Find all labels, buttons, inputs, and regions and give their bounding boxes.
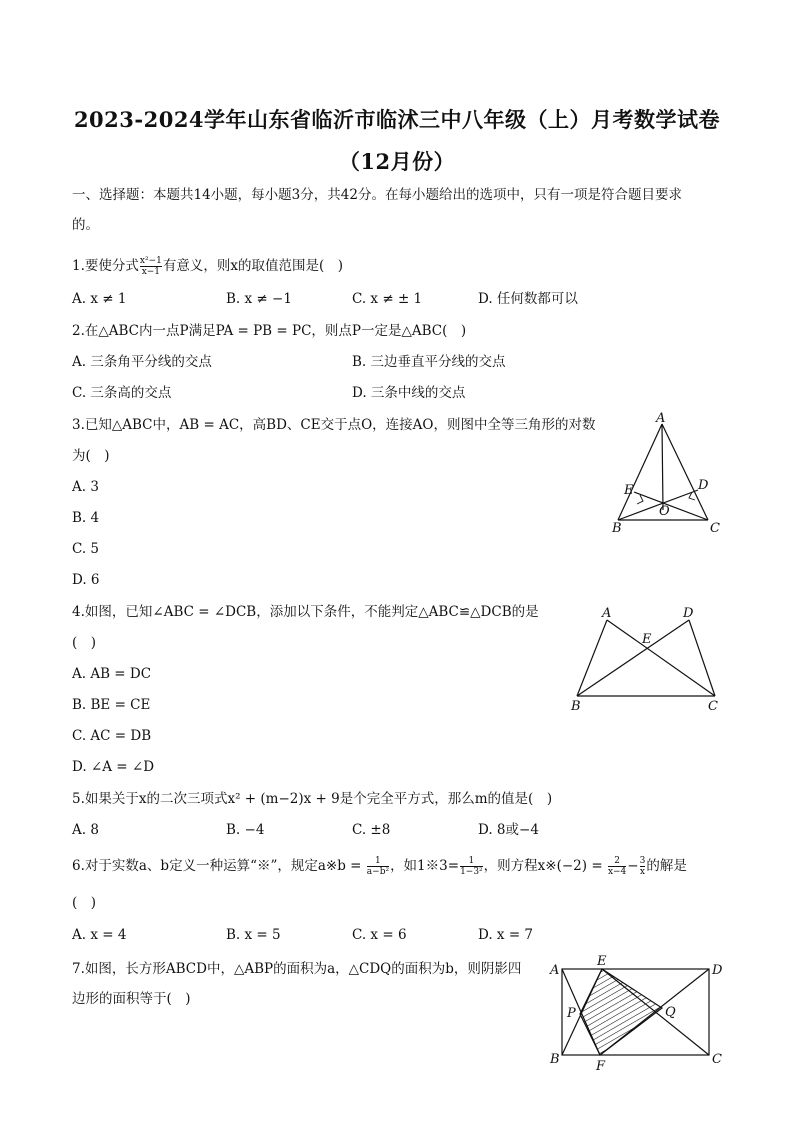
q6-part4: 的解是: [646, 858, 687, 874]
q1-suffix: 有意义，则x的取值范围是( ): [162, 258, 343, 274]
q5-option-d: D. 8或−4: [478, 822, 539, 838]
q3-label-o: O: [659, 504, 670, 519]
q6-frac2-num: 1: [460, 856, 483, 867]
question-5-stem: 5.如果关于x的二次三项式x² + (m−2)x + 9是个完全平方式，那么m的值是( ): [72, 791, 553, 807]
q6-frac3-den: x−4: [607, 867, 627, 877]
q4-option-d: D. ∠A = ∠D: [72, 759, 155, 775]
q7-rectangle-figure: [545, 952, 735, 1074]
q3-label-c: C: [710, 521, 720, 536]
q6-option-d: D. x = 7: [478, 927, 534, 943]
q7-shaded-quadrilateral: [580, 969, 662, 1055]
q2-option-c: C. 三条高的交点: [72, 385, 172, 401]
exam-title: 2023-2024学年山东省临沂市临沭三中八年级（上）月考数学试卷: [73, 107, 721, 132]
q6-fraction-3: [608, 856, 626, 877]
q4-segment-ac: [607, 620, 715, 696]
q3-label-d: D: [698, 478, 709, 493]
q4-label-e: E: [642, 632, 652, 647]
q4-segment-db: [577, 620, 689, 696]
q5-option-c: C. ±8: [352, 822, 391, 838]
q1-frac-num: x²−1: [139, 256, 162, 266]
q1-option-a: A. x ≠ 1: [72, 291, 127, 307]
q1-prefix: 1.要使分式: [72, 258, 139, 274]
question-6-stem-cont: ( ): [72, 895, 97, 911]
q3-option-b: B. 4: [72, 510, 100, 526]
q4-option-c: C. AC = DB: [72, 728, 152, 744]
section-heading: 一、选择题：本题共14小题，每小题3分，共42分。在每小题给出的选项中，只有一项是符合题目要求: [72, 187, 682, 203]
q5-option-b: B. −4: [226, 822, 265, 838]
q2-option-d: D. 三条中线的交点: [352, 385, 466, 401]
q7-label-c: C: [712, 1052, 722, 1067]
q4-label-b: B: [571, 699, 581, 714]
q3-option-c: C. 5: [72, 541, 100, 557]
q6-frac3-num: 2: [608, 856, 626, 867]
question-3-stem-cont: 为( ): [72, 448, 110, 464]
section-heading-cont: 的。: [72, 217, 99, 233]
q7-label-a: A: [550, 963, 560, 978]
q6-frac4-den: x: [639, 867, 645, 877]
q4-option-b: B. BE = CE: [72, 697, 151, 713]
q3-option-a: A. 3: [72, 479, 99, 495]
q7-label-f: F: [596, 1059, 606, 1074]
question-7-stem: 7.如图，长方形ABCD中，△ABP的面积为a，△CDQ的面积为b，则阴影四: [72, 961, 522, 977]
q4-label-d: D: [683, 606, 694, 621]
q6-fraction-2: [460, 856, 483, 877]
q4-option-a: A. AB = DC: [72, 666, 152, 682]
q6-part3: ，则方程x※(−2) =: [483, 858, 607, 874]
q6-frac4-num: 3: [639, 856, 646, 866]
q4-label-a: A: [602, 606, 612, 621]
q4-figure: [565, 600, 735, 718]
q6-option-a: A. x = 4: [72, 927, 127, 943]
q2-option-a: A. 三条角平分线的交点: [72, 354, 212, 370]
q5-option-a: A. 8: [72, 822, 99, 838]
q7-label-b: B: [550, 1052, 560, 1067]
q7-label-d: D: [712, 963, 723, 978]
q1-option-d: D. 任何数都可以: [478, 291, 578, 307]
question-1-stem: [72, 256, 343, 277]
q6-fraction-1: [367, 856, 389, 877]
q4-segment-ab: [577, 620, 607, 696]
q6-frac1-num: 1: [367, 856, 389, 867]
q3-option-d: D. 6: [72, 572, 100, 588]
question-4-stem-cont: ( ): [72, 635, 97, 651]
q3-label-a: A: [656, 411, 666, 426]
q1-frac-den: x−1: [141, 267, 161, 277]
q3-right-angle-e: [637, 495, 643, 504]
q6-frac2-den: 1−3²: [460, 867, 483, 877]
question-6-stem: [72, 856, 687, 877]
q6-minus: −: [627, 858, 639, 874]
question-3-stem: 3.已知△ABC中，AB = AC，高BD、CE交于点O，连接AO，则图中全等三角形的对数: [72, 417, 596, 433]
q7-label-e: E: [597, 954, 607, 969]
q4-label-c: C: [708, 699, 718, 714]
q1-fraction: [140, 256, 162, 277]
q3-label-b: B: [612, 521, 622, 536]
q6-fraction-4: [640, 856, 646, 877]
q3-triangle-figure: [600, 410, 730, 538]
q6-part2: ，如1※3=: [390, 858, 460, 874]
q6-part1: 6.对于实数a、b定义一种运算“※”，规定a※b =: [72, 858, 366, 874]
q2-option-b: B. 三边垂直平分线的交点: [352, 354, 506, 370]
q3-label-e: E: [624, 483, 634, 498]
question-7-stem-cont: 边形的面积等于( ): [72, 991, 191, 1007]
q6-option-b: B. x = 5: [226, 927, 281, 943]
q1-option-b: B. x ≠ −1: [226, 291, 292, 307]
q7-label-q: Q: [665, 1005, 676, 1020]
q1-option-c: C. x ≠ ± 1: [352, 291, 423, 307]
exam-subtitle: （12月份）: [338, 149, 456, 174]
question-2-stem: 2.在△ABC内一点P满足PA = PB = PC，则点P一定是△ABC( ): [72, 323, 467, 339]
q4-segment-dc: [689, 620, 715, 696]
q3-segment-ao: [662, 424, 663, 510]
q6-frac1-den: a−b²: [366, 867, 390, 877]
question-4-stem: 4.如图，已知∠ABC = ∠DCB，添加以下条件，不能判定△ABC≌△DCB的是: [72, 604, 539, 620]
q7-label-p: P: [567, 1006, 576, 1021]
q6-option-c: C. x = 6: [352, 927, 407, 943]
